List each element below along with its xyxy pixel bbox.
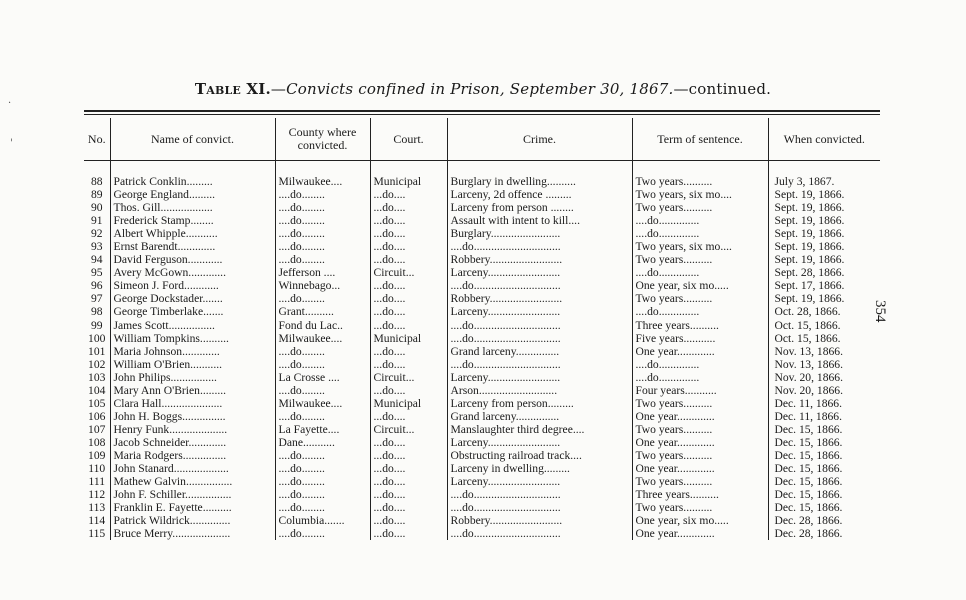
cell-term: One year............. — [632, 527, 768, 540]
cell-county: Dane........... — [275, 436, 370, 449]
cell-date: Dec. 28, 1866. — [768, 527, 880, 540]
cell-county: ....do........ — [275, 240, 370, 253]
cell-county: ....do........ — [275, 501, 370, 514]
cell-name: George Dockstader....... — [110, 292, 275, 305]
table-row — [84, 279, 880, 292]
margin-mark: ' — [10, 138, 13, 149]
cell-court: ...do.... — [370, 488, 447, 501]
cell-date: Sept. 28, 1866. — [768, 266, 880, 279]
double-rule-top — [84, 110, 880, 112]
cell-court: Circuit... — [370, 266, 447, 279]
double-rule-bottom — [84, 114, 880, 115]
cell-term: ....do.............. — [632, 358, 768, 371]
cell-no: 93 — [90, 240, 103, 254]
col-header-no: No. — [84, 118, 110, 161]
table-row — [84, 501, 880, 514]
cell-court: ...do.... — [370, 462, 447, 475]
cell-date: Sept. 19, 1866. — [768, 253, 880, 266]
cell-crime: Larceny......................... — [447, 305, 632, 318]
header-row — [84, 118, 880, 161]
cell-court: Circuit... — [370, 371, 447, 384]
cell-name: John F. Schiller................ — [110, 488, 275, 501]
cell-term: Three years.......... — [632, 488, 768, 501]
cell-crime: Assault with intent to kill.... — [447, 214, 632, 227]
cell-county: ....do........ — [275, 214, 370, 227]
cell-name: John H. Boggs............... — [110, 410, 275, 423]
cell-crime: Larceny from person......... — [447, 397, 632, 410]
cell-date: Dec. 15, 1866. — [768, 423, 880, 436]
table-row — [84, 436, 880, 449]
cell-county: Milwaukee.... — [275, 332, 370, 345]
cell-no: 94 — [90, 253, 103, 267]
cell-court: ...do.... — [370, 501, 447, 514]
cell-date: Oct. 15, 1866. — [768, 332, 880, 345]
cell-term: ....do.............. — [632, 214, 768, 227]
cell-name: Patrick Wildrick.............. — [110, 514, 275, 527]
cell-court: ...do.... — [370, 214, 447, 227]
table-row — [84, 527, 880, 540]
cell-date: Dec. 15, 1866. — [768, 449, 880, 462]
cell-name: George England......... — [110, 188, 275, 201]
cell-name: Jacob Schneider............. — [110, 436, 275, 449]
cell-county: Columbia....... — [275, 514, 370, 527]
table-row — [84, 449, 880, 462]
cell-crime: ....do.............................. — [447, 319, 632, 332]
cell-name: William O'Brien........... — [110, 358, 275, 371]
cell-no: 106 — [88, 409, 106, 423]
cell-date: Sept. 19, 1866. — [768, 201, 880, 214]
cell-crime: ....do.............................. — [447, 240, 632, 253]
table-row — [84, 188, 880, 201]
cell-court: ...do.... — [370, 319, 447, 332]
cell-crime: Larceny from person ........ — [447, 201, 632, 214]
cell-name: Thos. Gill.................. — [110, 201, 275, 214]
cell-crime: Robbery......................... — [447, 292, 632, 305]
table-row — [84, 462, 880, 475]
cell-date: Dec. 11, 1866. — [768, 410, 880, 423]
cell-county: Jefferson .... — [275, 266, 370, 279]
cell-court: ...do.... — [370, 410, 447, 423]
cell-no: 114 — [88, 514, 106, 528]
cell-county: Fond du Lac.. — [275, 319, 370, 332]
page-number: 354 — [872, 300, 888, 323]
col-header-when: When convicted. — [768, 118, 880, 161]
cell-no: 107 — [88, 422, 106, 436]
cell-court: ...do.... — [370, 514, 447, 527]
cell-term: Two years.......... — [632, 253, 768, 266]
table-row — [84, 240, 880, 253]
table-row — [84, 292, 880, 305]
cell-crime: Grand larceny............... — [447, 410, 632, 423]
cell-name: Avery McGown............. — [110, 266, 275, 279]
table-row — [84, 410, 880, 423]
cell-no: 104 — [88, 383, 106, 397]
cell-date: Oct. 28, 1866. — [768, 305, 880, 318]
table-row — [84, 358, 880, 371]
cell-county: ....do........ — [275, 188, 370, 201]
cell-date: Sept. 19, 1866. — [768, 240, 880, 253]
cell-county: ....do........ — [275, 488, 370, 501]
table-title-suffix: —continued. — [673, 80, 772, 98]
cell-crime: ....do.............................. — [447, 488, 632, 501]
cell-term: Two years.......... — [632, 423, 768, 436]
table-row — [84, 514, 880, 527]
cell-date: Dec. 11, 1866. — [768, 397, 880, 410]
cell-county: Grant.......... — [275, 305, 370, 318]
cell-name: Maria Johnson............. — [110, 345, 275, 358]
cell-name: George Timberlake....... — [110, 305, 275, 318]
cell-term: Four years........... — [632, 384, 768, 397]
table-row — [84, 345, 880, 358]
table-row — [84, 319, 880, 332]
cell-term: One year............. — [632, 410, 768, 423]
cell-crime: Robbery......................... — [447, 514, 632, 527]
cell-county: ....do........ — [275, 527, 370, 540]
cell-crime: Larceny in dwelling......... — [447, 462, 632, 475]
cell-crime: Grand larceny............... — [447, 345, 632, 358]
cell-name: Mary Ann O'Brien......... — [110, 384, 275, 397]
cell-crime: Burglary in dwelling.......... — [447, 175, 632, 188]
cell-county: ....do........ — [275, 462, 370, 475]
cell-county: ....do........ — [275, 449, 370, 462]
table-row — [84, 371, 880, 384]
cell-name: Henry Funk.................... — [110, 423, 275, 436]
col-header-crime: Crime. — [447, 118, 632, 161]
cell-date: Sept. 19, 1866. — [768, 188, 880, 201]
cell-date: Dec. 15, 1866. — [768, 475, 880, 488]
cell-court: Municipal — [370, 175, 447, 188]
cell-term: One year, six mo..... — [632, 279, 768, 292]
table-row — [84, 488, 880, 501]
table-row — [84, 175, 880, 188]
cell-crime: Robbery......................... — [447, 253, 632, 266]
cell-date: Sept. 19, 1866. — [768, 227, 880, 240]
cell-name: Maria Rodgers............... — [110, 449, 275, 462]
cell-court: ...do.... — [370, 188, 447, 201]
cell-court: ...do.... — [370, 436, 447, 449]
cell-no: 97 — [90, 292, 103, 306]
cell-crime: Larceny......................... — [447, 371, 632, 384]
table-title — [0, 80, 966, 98]
cell-term: One year, six mo..... — [632, 514, 768, 527]
cell-crime: Larceny......................... — [447, 475, 632, 488]
cell-court: Municipal — [370, 397, 447, 410]
cell-no: 101 — [88, 344, 106, 358]
cell-county: ....do........ — [275, 410, 370, 423]
cell-date: Dec. 15, 1866. — [768, 501, 880, 514]
cell-term: One year............. — [632, 436, 768, 449]
cell-name: Patrick Conklin......... — [110, 175, 275, 188]
cell-no: 100 — [88, 331, 106, 345]
cell-crime: Burglary........................ — [447, 227, 632, 240]
cell-date: Dec. 15, 1866. — [768, 462, 880, 475]
cell-name: Ernst Barendt............. — [110, 240, 275, 253]
cell-term: Two years.......... — [632, 397, 768, 410]
col-header-name: Name of convict. — [110, 118, 275, 161]
cell-term: Two years, six mo.... — [632, 240, 768, 253]
cell-date: Sept. 17, 1866. — [768, 279, 880, 292]
cell-no: 91 — [90, 214, 103, 228]
cell-no: 89 — [90, 188, 103, 202]
cell-name: Clara Hall..................... — [110, 397, 275, 410]
cell-name: Mathew Galvin................ — [110, 475, 275, 488]
spacer-row — [84, 161, 880, 176]
cell-county: ....do........ — [275, 475, 370, 488]
cell-court: Circuit... — [370, 423, 447, 436]
table-row — [84, 397, 880, 410]
cell-no: 113 — [88, 501, 106, 515]
cell-county: ....do........ — [275, 253, 370, 266]
table-row — [84, 423, 880, 436]
cell-name: James Scott................ — [110, 319, 275, 332]
cell-date: Nov. 20, 1866. — [768, 371, 880, 384]
table-body — [84, 161, 880, 541]
cell-date: Dec. 15, 1866. — [768, 436, 880, 449]
cell-no: 105 — [88, 396, 106, 410]
cell-county: La Crosse .... — [275, 371, 370, 384]
table-label: Table XI. — [194, 80, 271, 98]
cell-court: ...do.... — [370, 279, 447, 292]
cell-term: Two years.......... — [632, 501, 768, 514]
cell-date: Sept. 19, 1866. — [768, 292, 880, 305]
cell-date: Dec. 28, 1866. — [768, 514, 880, 527]
cell-court: ...do.... — [370, 305, 447, 318]
cell-term: ....do.............. — [632, 266, 768, 279]
cell-term: Two years, six mo.... — [632, 188, 768, 201]
cell-county: ....do........ — [275, 358, 370, 371]
cell-no: 99 — [90, 318, 103, 332]
table-row — [84, 305, 880, 318]
cell-crime: ....do.............................. — [447, 527, 632, 540]
cell-county: ....do........ — [275, 384, 370, 397]
cell-no: 95 — [90, 266, 103, 280]
cell-no: 103 — [88, 370, 106, 384]
table-row — [84, 332, 880, 345]
cell-term: ....do.............. — [632, 305, 768, 318]
cell-term: Two years.......... — [632, 175, 768, 188]
cell-name: Bruce Merry.................... — [110, 527, 275, 540]
col-header-county: County where convicted. — [275, 118, 370, 161]
cell-county: ....do........ — [275, 227, 370, 240]
cell-court: ...do.... — [370, 292, 447, 305]
cell-county: ....do........ — [275, 201, 370, 214]
cell-no: 96 — [90, 279, 103, 293]
cell-date: Dec. 15, 1866. — [768, 488, 880, 501]
cell-crime: ....do.............................. — [447, 358, 632, 371]
col-header-term: Term of sentence. — [632, 118, 768, 161]
table-row — [84, 214, 880, 227]
cell-no: 108 — [88, 435, 106, 449]
cell-court: ...do.... — [370, 253, 447, 266]
cell-crime: Larceny, 2d offence ......... — [447, 188, 632, 201]
table-title-text: Convicts confined in Prison, September 30, 1867. — [286, 80, 674, 98]
cell-date: Oct. 15, 1866. — [768, 319, 880, 332]
col-header-court: Court. — [370, 118, 447, 161]
cell-term: ....do.............. — [632, 227, 768, 240]
cell-term: Two years.......... — [632, 475, 768, 488]
cell-term: ....do.............. — [632, 371, 768, 384]
cell-county: Milwaukee.... — [275, 397, 370, 410]
cell-term: One year............. — [632, 345, 768, 358]
cell-crime: Arson........................... — [447, 384, 632, 397]
cell-no: 109 — [88, 448, 106, 462]
cell-crime: Manslaughter third degree.... — [447, 423, 632, 436]
cell-court: Municipal — [370, 332, 447, 345]
cell-date: Sept. 19, 1866. — [768, 214, 880, 227]
cell-date: Nov. 20, 1866. — [768, 384, 880, 397]
margin-mark: · — [8, 98, 12, 109]
cell-crime: ....do.............................. — [447, 501, 632, 514]
cell-no: 98 — [90, 305, 103, 319]
cell-name: William Tompkins.......... — [110, 332, 275, 345]
cell-county: Winnebago... — [275, 279, 370, 292]
table-row — [84, 384, 880, 397]
cell-term: Three years.......... — [632, 319, 768, 332]
cell-no: 88 — [90, 175, 103, 188]
table-title-dash: — — [270, 80, 287, 98]
cell-no: 110 — [88, 462, 106, 476]
cell-court: ...do.... — [370, 227, 447, 240]
cell-no: 90 — [90, 201, 103, 215]
cell-name: David Ferguson............ — [110, 253, 275, 266]
cell-name: Frederick Stamp........ — [110, 214, 275, 227]
cell-name: John Stanard................... — [110, 462, 275, 475]
cell-court: ...do.... — [370, 449, 447, 462]
cell-no: 102 — [88, 357, 106, 371]
cell-court: ...do.... — [370, 240, 447, 253]
convicts-table — [84, 118, 880, 540]
cell-term: One year............. — [632, 462, 768, 475]
cell-crime: Obstructing railroad track.... — [447, 449, 632, 462]
cell-no: 112 — [88, 488, 106, 502]
cell-term: Five years........... — [632, 332, 768, 345]
cell-county: La Fayette.... — [275, 423, 370, 436]
cell-term: Two years.......... — [632, 201, 768, 214]
table-row — [84, 201, 880, 214]
cell-court: ...do.... — [370, 384, 447, 397]
cell-date: Nov. 13, 1866. — [768, 358, 880, 371]
table-row — [84, 475, 880, 488]
cell-county: ....do........ — [275, 292, 370, 305]
cell-name: Albert Whipple........... — [110, 227, 275, 240]
cell-court: ...do.... — [370, 358, 447, 371]
cell-crime: ....do.............................. — [447, 332, 632, 345]
cell-crime: ....do.............................. — [447, 279, 632, 292]
cell-name: Franklin E. Fayette.......... — [110, 501, 275, 514]
cell-court: ...do.... — [370, 527, 447, 540]
cell-date: July 3, 1867. — [768, 175, 880, 188]
cell-court: ...do.... — [370, 475, 447, 488]
cell-date: Nov. 13, 1866. — [768, 345, 880, 358]
cell-court: ...do.... — [370, 201, 447, 214]
cell-crime: Larceny......................... — [447, 266, 632, 279]
table-row — [84, 253, 880, 266]
cell-no: 111 — [88, 475, 106, 489]
table-row — [84, 266, 880, 279]
cell-county: Milwaukee.... — [275, 175, 370, 188]
cell-crime: Larceny......................... — [447, 436, 632, 449]
cell-name: John Philips................ — [110, 371, 275, 384]
cell-name: Simeon J. Ford............ — [110, 279, 275, 292]
cell-no: 92 — [90, 227, 103, 241]
table-row — [84, 227, 880, 240]
cell-term: Two years.......... — [632, 449, 768, 462]
cell-no: 115 — [88, 527, 106, 541]
cell-county: ....do........ — [275, 345, 370, 358]
cell-court: ...do.... — [370, 345, 447, 358]
cell-term: Two years.......... — [632, 292, 768, 305]
